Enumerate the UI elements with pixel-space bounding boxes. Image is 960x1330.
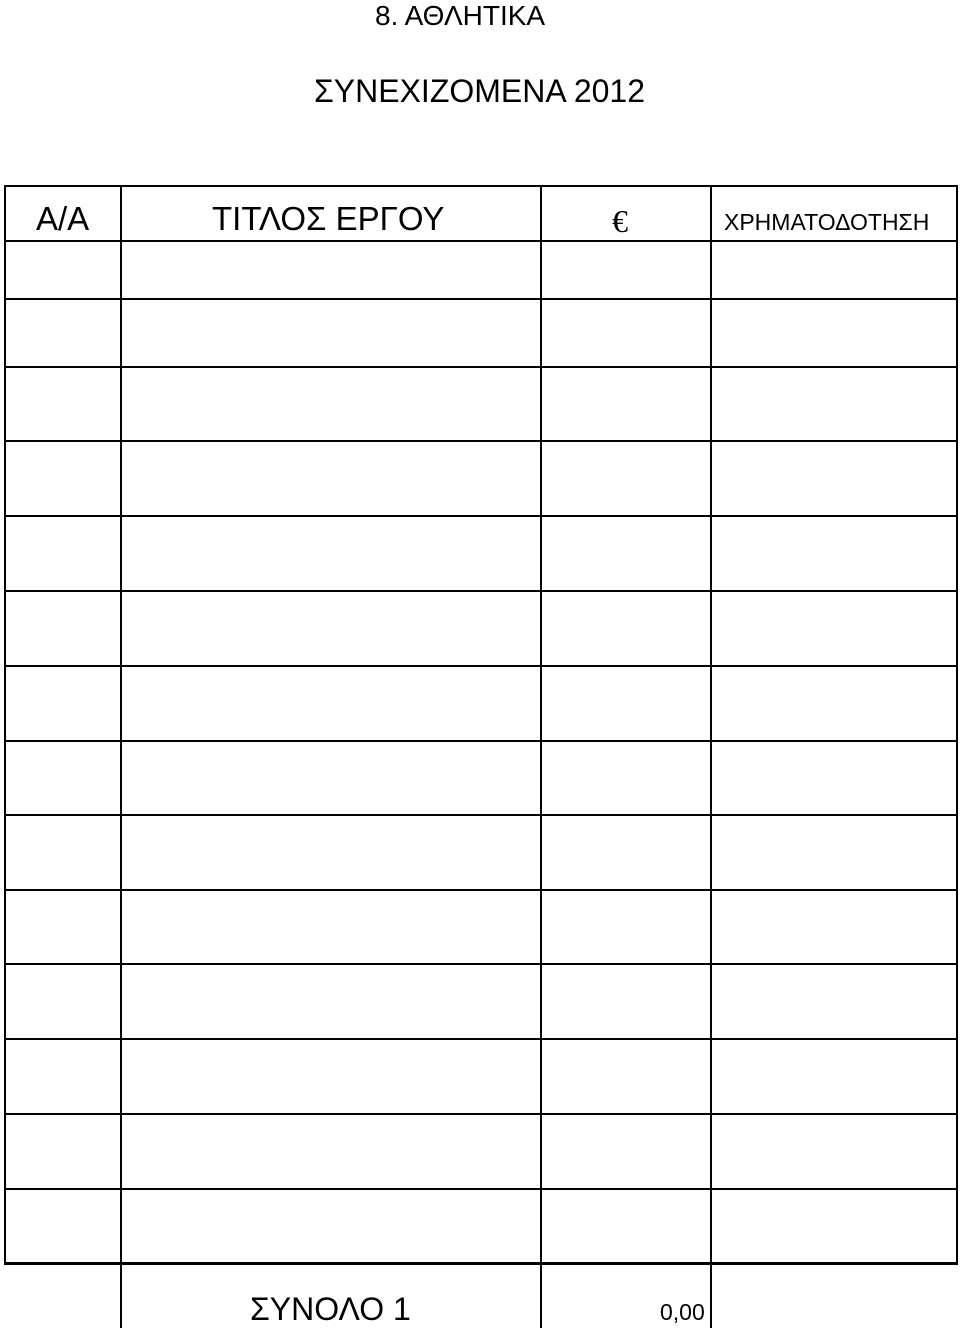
header-aa: Α/Α [36,200,90,237]
total-value: 0,00 [660,1299,705,1325]
header-project-title: ΤΙΤΛΟΣ ΕΡΓΟΥ [212,200,445,237]
column-divider [710,185,712,1328]
row-border [4,814,958,816]
row-border [4,889,958,891]
table-left-border [4,185,6,1265]
header-bottom-border [4,240,958,242]
table-right-border [956,185,958,1265]
row-border [4,1188,958,1190]
row-border [4,740,958,742]
row-border [4,440,958,442]
total-label: ΣΥΝΟΛΟ 1 [250,1291,411,1327]
row-border [4,1038,958,1040]
header-funding: ΧΡΗΜΑΤΟΔΟΤΗΣΗ [724,209,930,235]
row-border [4,366,958,368]
total-row-top-border [4,1262,958,1265]
column-divider [120,185,122,1328]
column-divider [540,185,542,1328]
row-border [4,665,958,667]
header-currency: € [612,203,628,239]
page-subtitle: ΣΥΝΕΧΙΖΟΜΕΝΑ 2012 [314,73,646,109]
row-border [4,1113,958,1115]
section-title: 8. ΑΘΛΗΤΙΚΑ [375,0,546,31]
row-border [4,963,958,965]
row-border [4,298,958,300]
table-top-border [4,185,958,187]
row-border [4,515,958,517]
row-border [4,590,958,592]
